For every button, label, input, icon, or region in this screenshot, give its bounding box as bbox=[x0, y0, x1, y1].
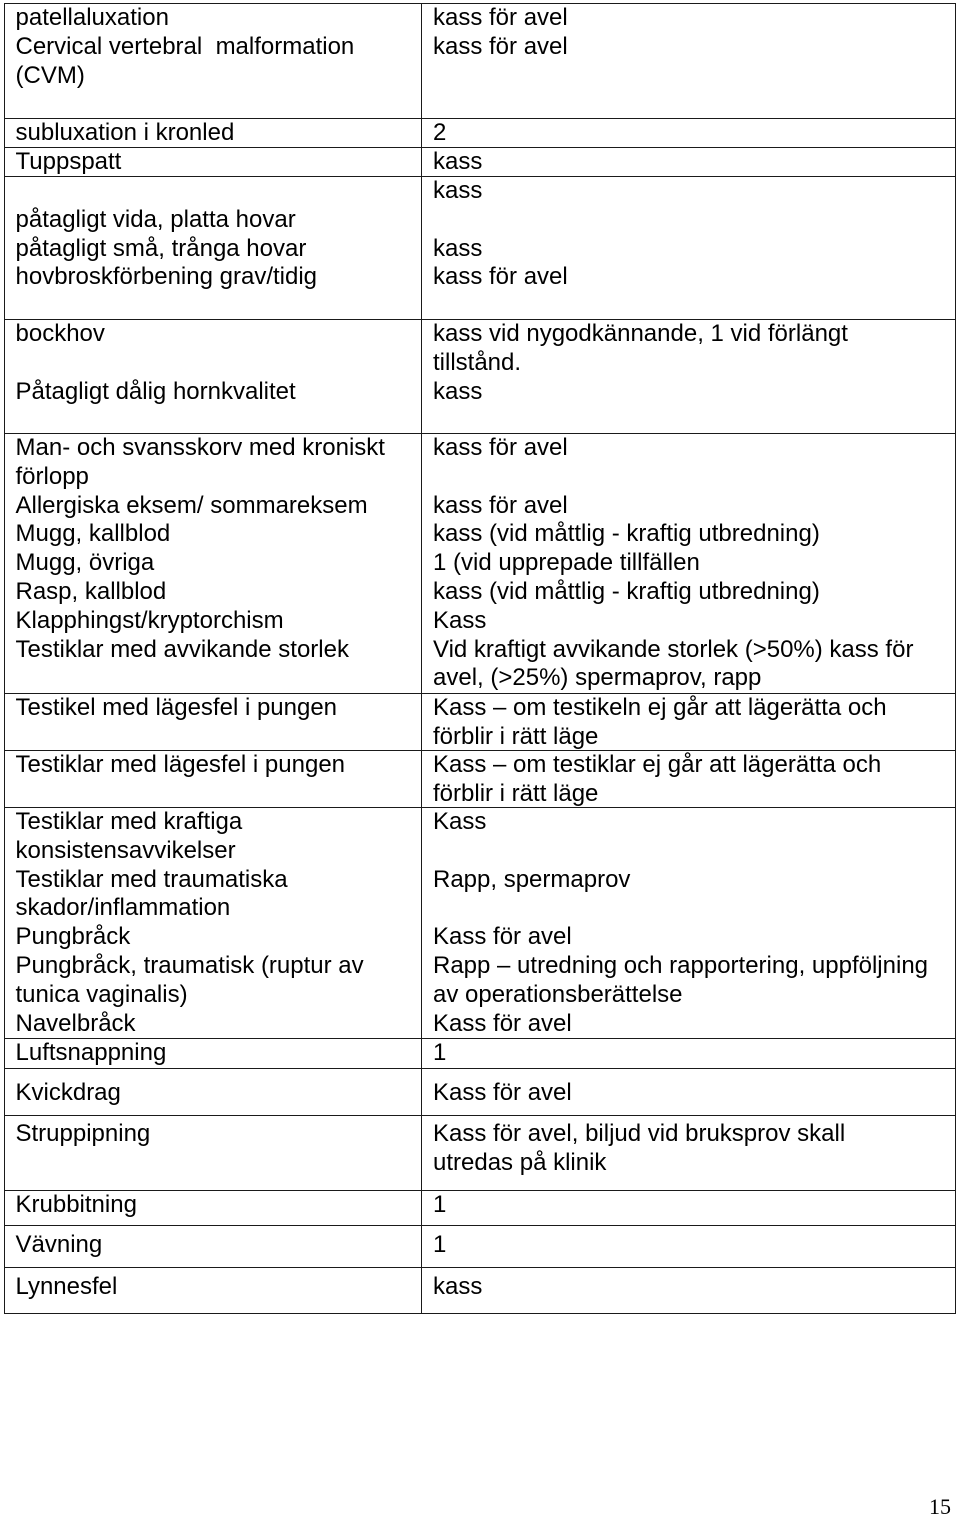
condition-line: Testiklar med avvikande storlek bbox=[15, 635, 349, 663]
condition-line: Vävning bbox=[15, 1231, 103, 1258]
condition-cell bbox=[5, 4, 422, 118]
decision-cell bbox=[423, 119, 955, 147]
decision-cell bbox=[423, 434, 955, 693]
condition-line: Struppipning bbox=[15, 1120, 151, 1147]
condition-line: Navelbråck bbox=[15, 1009, 136, 1037]
condition-line: Lynnesfel bbox=[15, 1273, 118, 1300]
condition-cell bbox=[5, 148, 422, 176]
condition-line: Allergiska eksem/ sommareksem bbox=[15, 491, 368, 519]
decision-line: Vid kraftigt avvikande storlek (>50%) kass för bbox=[433, 635, 914, 663]
condition-line: Pungbråck bbox=[15, 923, 131, 951]
decision-line: Kass för avel bbox=[433, 1079, 572, 1106]
condition-cell bbox=[5, 119, 422, 147]
condition-cell bbox=[5, 1191, 422, 1225]
condition-line: Rasp, kallblod bbox=[15, 577, 167, 605]
decision-cell bbox=[423, 1191, 955, 1225]
table-row bbox=[4, 1115, 956, 1190]
decision-cell bbox=[423, 1069, 955, 1115]
decision-cell bbox=[423, 177, 955, 319]
decision-cell bbox=[423, 1116, 955, 1190]
table-row bbox=[4, 807, 956, 1038]
blank-line bbox=[433, 206, 955, 235]
condition-line: Påtagligt dålig hornkvalitet bbox=[15, 377, 296, 405]
table-row bbox=[4, 1267, 956, 1314]
decision-line: 1 bbox=[433, 1231, 447, 1258]
condition-line: Cervical vertebral malformation bbox=[15, 32, 355, 60]
decision-line: 2 bbox=[433, 119, 447, 146]
condition-line: Mugg, övriga bbox=[15, 549, 155, 577]
condition-cell bbox=[5, 1268, 422, 1313]
decision-line: kass bbox=[433, 377, 483, 405]
decision-line: kass bbox=[433, 234, 483, 262]
decision-line: 1 (vid upprepade tillfällen bbox=[433, 549, 700, 577]
decision-line: kass bbox=[433, 1273, 483, 1300]
table-row bbox=[4, 1190, 956, 1225]
decision-cell bbox=[423, 4, 955, 118]
table-row bbox=[4, 693, 956, 750]
table-row bbox=[4, 1225, 956, 1267]
blank-line bbox=[16, 349, 421, 378]
blank-line bbox=[16, 177, 421, 206]
decision-line: Kass – om testikeln ej går att lägerätta och bbox=[433, 694, 887, 721]
decision-line: kass för avel bbox=[433, 491, 568, 519]
decision-line: av operationsberättelse bbox=[433, 980, 683, 1008]
page-number: 15 bbox=[929, 1494, 951, 1519]
decision-line: utredas på klinik bbox=[433, 1148, 607, 1176]
condition-line: subluxation i kronled bbox=[15, 119, 235, 146]
blank-line bbox=[433, 837, 955, 866]
table-row bbox=[4, 147, 956, 176]
decision-line: Kass för avel bbox=[433, 923, 572, 951]
condition-line: hovbroskförbening grav/tidig bbox=[15, 263, 318, 291]
decision-line: avel, (>25%) spermaprov, rapp bbox=[433, 664, 762, 692]
condition-cell bbox=[5, 320, 422, 433]
condition-line: konsistensavvikelser bbox=[15, 836, 236, 864]
decision-line: kass bbox=[433, 177, 483, 204]
decision-cell bbox=[423, 1039, 955, 1068]
blank-line bbox=[433, 894, 955, 923]
table-row bbox=[4, 118, 956, 147]
table-row bbox=[4, 319, 956, 433]
decision-line: Rapp – utredning och rapportering, uppföljning bbox=[433, 951, 929, 979]
table-row bbox=[4, 1068, 956, 1115]
decision-line: Kass – om testiklar ej går att lägerätta och bbox=[433, 751, 882, 778]
decision-line: kass (vid måttlig - kraftig utbredning) bbox=[433, 520, 820, 548]
decision-line: kass vid nygodkännande, 1 vid förlängt bbox=[433, 320, 848, 347]
condition-line: Krubbitning bbox=[15, 1191, 137, 1218]
decision-line: 1 bbox=[433, 1039, 447, 1066]
decision-cell bbox=[423, 694, 955, 750]
condition-line: Testiklar med kraftiga bbox=[15, 808, 243, 835]
condition-cell bbox=[5, 1069, 422, 1115]
condition-cell bbox=[5, 434, 422, 693]
decision-line: kass för avel bbox=[433, 32, 568, 60]
condition-cell bbox=[5, 751, 422, 807]
condition-line: tunica vaginalis) bbox=[15, 980, 188, 1008]
condition-line: påtagligt små, trånga hovar bbox=[15, 234, 307, 262]
condition-cell bbox=[5, 808, 422, 1038]
decision-line: förblir i rätt läge bbox=[433, 722, 599, 750]
decision-cell bbox=[423, 1268, 955, 1313]
decision-cell bbox=[423, 320, 955, 433]
decision-line: 1 bbox=[433, 1191, 447, 1218]
condition-line: Pungbråck, traumatisk (ruptur av bbox=[15, 951, 364, 979]
table-row bbox=[4, 1038, 956, 1068]
decision-line: Kass bbox=[433, 606, 487, 634]
table-row bbox=[4, 750, 956, 807]
blank-line bbox=[433, 463, 955, 492]
decision-cell bbox=[423, 751, 955, 807]
condition-line: Tuppspatt bbox=[15, 148, 122, 175]
decision-line: Kass för avel, biljud vid bruksprov skall bbox=[433, 1120, 846, 1147]
condition-line: Testiklar med lägesfel i pungen bbox=[15, 751, 346, 778]
decision-line: Kass för avel bbox=[433, 1009, 572, 1037]
table-row bbox=[4, 176, 956, 319]
decision-line: Rapp, spermaprov bbox=[433, 865, 631, 893]
condition-cell bbox=[5, 694, 422, 750]
condition-line: Luftsnappning bbox=[15, 1039, 167, 1066]
condition-line: Testikel med lägesfel i pungen bbox=[15, 694, 338, 721]
decision-cell bbox=[423, 148, 955, 176]
condition-line: påtagligt vida, platta hovar bbox=[15, 205, 296, 233]
condition-cell bbox=[5, 177, 422, 319]
condition-line: Klapphingst/kryptorchism bbox=[15, 606, 284, 634]
decision-line: förblir i rätt läge bbox=[433, 779, 599, 807]
table-row bbox=[4, 433, 956, 693]
decision-line: kass för avel bbox=[433, 434, 568, 461]
decision-line: tillstånd. bbox=[433, 348, 522, 376]
condition-line: (CVM) bbox=[15, 61, 85, 89]
condition-line: Testiklar med traumatiska bbox=[15, 865, 288, 893]
condition-line: Man- och svansskorv med kroniskt bbox=[15, 434, 385, 461]
decision-cell bbox=[423, 808, 955, 1038]
condition-line: Mugg, kallblod bbox=[15, 520, 171, 548]
table-row bbox=[4, 3, 956, 118]
condition-line: bockhov bbox=[15, 320, 105, 347]
condition-line: förlopp bbox=[15, 462, 89, 490]
decision-line: kass för avel bbox=[433, 263, 568, 291]
decision-line: kass för avel bbox=[433, 4, 568, 31]
decision-line: kass bbox=[433, 148, 483, 175]
condition-cell bbox=[5, 1226, 422, 1267]
condition-line: Kvickdrag bbox=[15, 1079, 121, 1106]
condition-cell bbox=[5, 1116, 422, 1190]
decision-line: kass (vid måttlig - kraftig utbredning) bbox=[433, 577, 820, 605]
condition-cell bbox=[5, 1039, 422, 1068]
condition-line: patellaluxation bbox=[15, 4, 169, 31]
decision-cell bbox=[423, 1226, 955, 1267]
condition-line: skador/inflammation bbox=[15, 894, 231, 922]
decision-line: Kass bbox=[433, 808, 487, 835]
